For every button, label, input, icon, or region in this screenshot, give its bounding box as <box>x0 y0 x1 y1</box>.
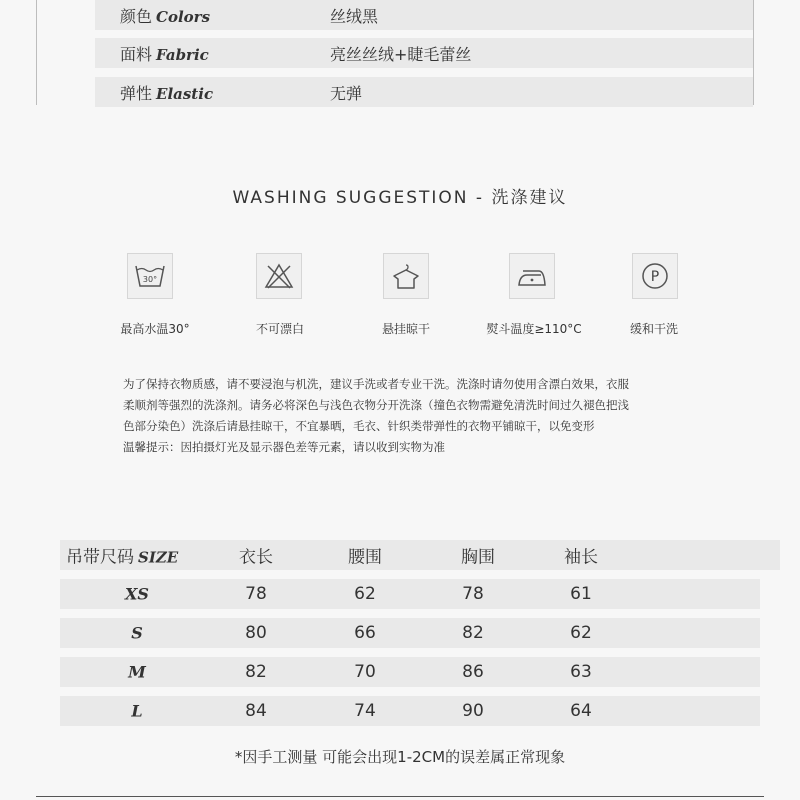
value-cell: 62 <box>354 584 376 604</box>
left-border-line <box>36 0 37 105</box>
value-cell: 70 <box>354 662 376 682</box>
care-label-wash: 最高水温30° <box>120 322 190 336</box>
column-header: 腰围 <box>348 547 382 568</box>
washing-title: WASHING SUGGESTION - 洗涤建议 <box>232 188 568 208</box>
spec-value: 亮丝丝绒+睫毛蕾丝 <box>330 44 472 64</box>
table-row <box>60 657 760 687</box>
size-cell: M <box>128 662 146 682</box>
size-cell: XS <box>125 584 149 604</box>
column-header: 袖长 <box>564 547 598 568</box>
table-row <box>60 618 760 648</box>
bottom-divider <box>36 796 764 797</box>
column-header: 衣长 <box>239 547 273 568</box>
value-cell: 61 <box>570 584 592 604</box>
care-label-dryclean: 缓和干洗 <box>629 322 679 336</box>
value-cell: 62 <box>570 623 592 643</box>
svg-text:P: P <box>650 269 660 285</box>
no-bleach-icon <box>256 253 302 299</box>
right-border-line <box>753 0 754 105</box>
washing-tip: 温馨提示：因拍摄灯光及显示器色差等元素，请以收到实物为准 <box>123 440 445 454</box>
size-table-header <box>60 540 780 570</box>
care-label-hang: 悬挂晾干 <box>381 322 431 336</box>
value-cell: 84 <box>245 701 267 721</box>
spec-row-fabric <box>95 38 753 68</box>
care-label-bleach: 不可漂白 <box>255 322 305 336</box>
wash-30-icon <box>127 253 173 299</box>
size-header-label: 吊带尺码 SIZE <box>66 547 179 568</box>
spec-value: 无弹 <box>330 83 363 103</box>
paragraph-line: 柔顺剂等强烈的洗涤剂。请务必将深色与浅色衣物分开洗涤（撞色衣物需避免清洗时间过久褪色把浅 <box>123 398 629 412</box>
size-cell: S <box>131 623 143 643</box>
spec-label: 面料 Fabric <box>120 44 209 64</box>
paragraph-line: 为了保持衣物质感，请不要浸泡与机洗，建议手洗或者专业干洗。洗涤时请勿使用含漂白效果，衣服 <box>123 377 629 391</box>
value-cell: 90 <box>462 701 484 721</box>
measurement-note: *因手工测量 可能会出现1-2CM的误差属正常现象 <box>234 748 566 766</box>
paragraph-line: 色部分染色）洗涤后请悬挂晾干，不宜暴晒，毛衣、针织类带弹性的衣物平铺晾干，以免变形 <box>123 419 595 433</box>
value-cell: 86 <box>462 662 484 682</box>
spec-row-colors <box>95 0 753 30</box>
spec-value: 丝绒黑 <box>330 6 379 26</box>
value-cell: 82 <box>245 662 267 682</box>
value-cell: 78 <box>462 584 484 604</box>
spec-label: 颜色 Colors <box>120 6 211 26</box>
table-row <box>60 696 760 726</box>
value-cell: 64 <box>570 701 592 721</box>
spec-label: 弹性 Elastic <box>120 83 214 103</box>
value-cell: 74 <box>354 701 376 721</box>
hang-dry-icon <box>383 253 429 299</box>
svg-text:30°: 30° <box>142 275 158 284</box>
size-cell: L <box>131 701 143 721</box>
washing-paragraph <box>123 374 703 458</box>
iron-icon <box>509 253 555 299</box>
value-cell: 82 <box>462 623 484 643</box>
table-row <box>60 579 760 609</box>
dry-clean-icon <box>632 253 678 299</box>
value-cell: 80 <box>245 623 267 643</box>
column-header: 胸围 <box>461 547 495 568</box>
value-cell: 63 <box>570 662 592 682</box>
value-cell: 78 <box>245 584 267 604</box>
spec-row-elastic <box>95 77 753 107</box>
value-cell: 66 <box>354 623 376 643</box>
care-label-iron: 熨斗温度≥110°C <box>486 322 582 336</box>
